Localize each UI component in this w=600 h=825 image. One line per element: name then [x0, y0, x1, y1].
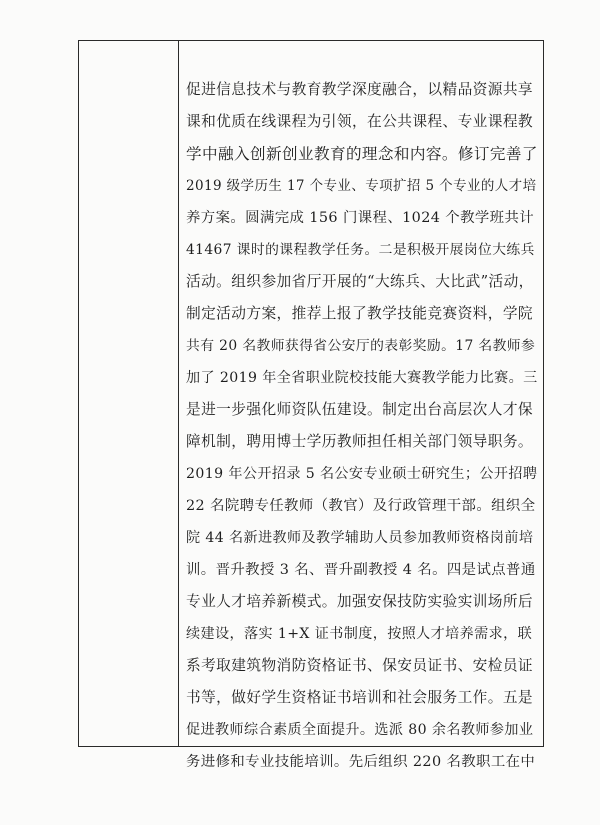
- text-line: 2019 年公开招录 5 名公安专业硕士研究生；公开招聘: [186, 466, 538, 482]
- text-line: 系考取建筑物消防资格证书、保安员证书、安检员证: [186, 657, 534, 674]
- text-line: 制定活动方案，推荐上报了教学技能竞赛资料，学院: [186, 305, 534, 322]
- document-body: [186, 74, 538, 778]
- text-line: 学中融入创新创业教育的理念和内容。修订完善了: [186, 145, 538, 163]
- text-line: 2019 级学历生 17 个专业、专项扩招 5 个专业的人才培: [186, 178, 537, 194]
- text-line: 课和优质在线课程为引领，在公共课程、专业课程教: [186, 113, 534, 130]
- text-line: 书等，做好学生资格证书培训和社会服务工作。五是: [186, 689, 534, 706]
- text-line: 22 名院聘专任教师（教官）及行政管理干部。组织全: [186, 498, 536, 514]
- text-line: 促进信息技术与教育教学深度融合，以精品资源共享: [186, 81, 534, 98]
- text-line: 续建设，落实 1+X 证书制度，按照人才培养需求，联: [186, 626, 533, 642]
- text-line: 41467 课时的课程教学任务。二是积极开展岗位大练兵: [186, 242, 535, 258]
- left-label-column: [79, 41, 179, 746]
- text-line: 是进一步强化师资队伍建设。制定出台高层次人才保: [186, 401, 534, 418]
- text-line: 障机制，聘用博士学历教师担任相关部门领导职务。: [186, 433, 534, 450]
- form-table: [78, 40, 544, 770]
- text-line: 养方案。圆满完成 156 门课程、1024 个教学班共计: [186, 210, 535, 226]
- text-line: 促进教师综合素质全面提升。选派 80 余名教师参加业: [186, 722, 534, 738]
- text-line: 专业人才培养新模式。加强安保技防实验实训场所后: [186, 593, 534, 610]
- scan-edge-mark: [591, 330, 594, 348]
- text-line: 务进修和专业技能培训。先后组织 220 名教职工在中: [186, 754, 536, 770]
- text-line: 共有 20 名教师获得省公安厅的表彰奖励。17 名教师参: [186, 338, 536, 354]
- text-line: 院 44 名新进教师及教学辅助人员参加教师资格岗前培: [186, 530, 534, 546]
- text-line: 加了 2019 年全省职业院校技能大赛教学能力比赛。三: [186, 370, 538, 386]
- text-line: 活动。组织参加省厅开展的“大练兵、大比武”活动，: [186, 273, 534, 290]
- text-line: 训。晋升教授 3 名、晋升副教授 4 名。四是试点普通: [186, 562, 536, 578]
